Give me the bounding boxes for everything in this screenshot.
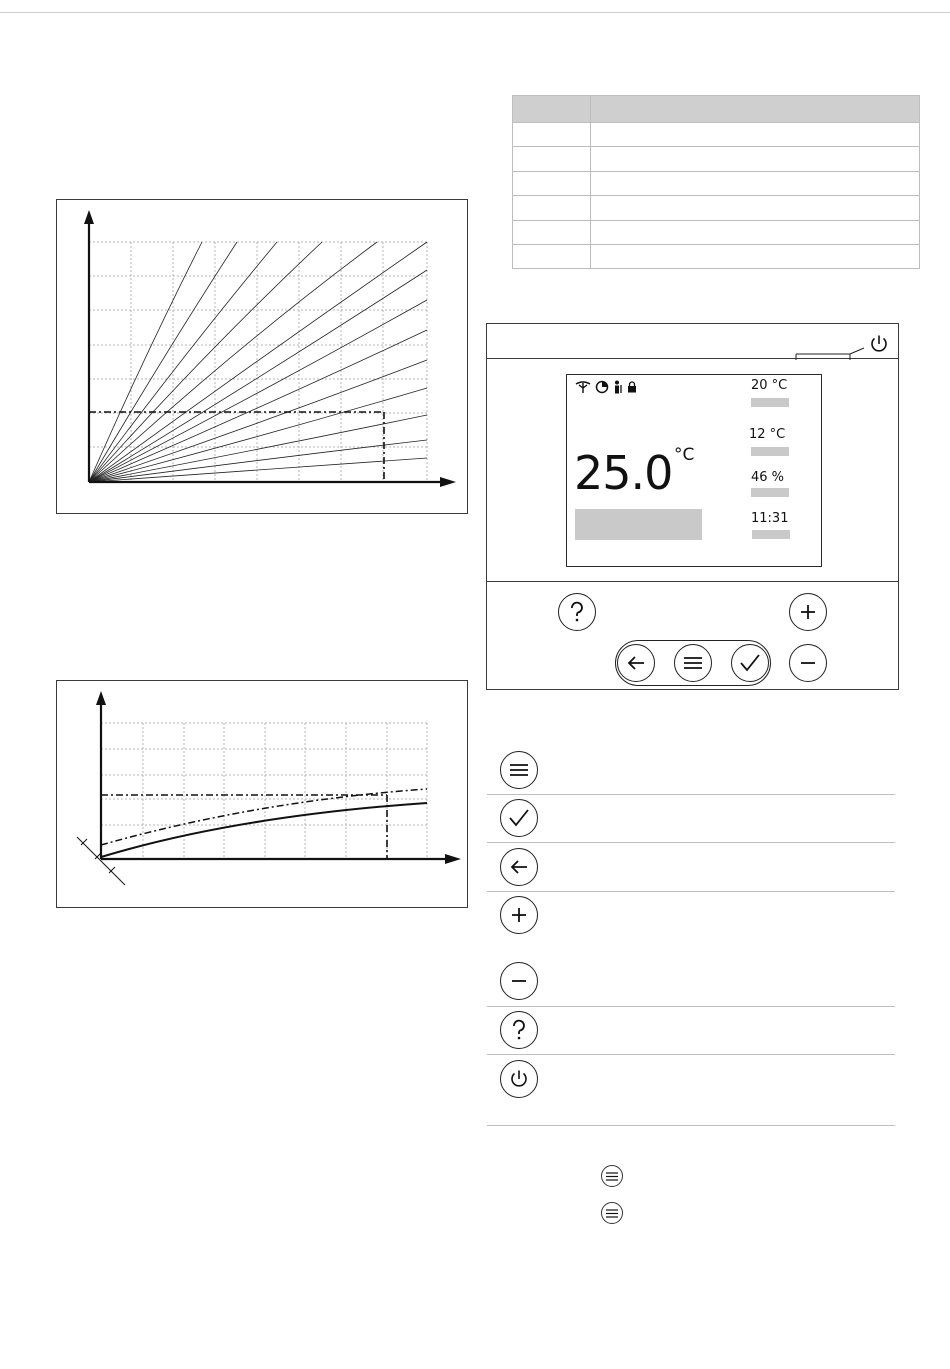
table-header-cell	[591, 96, 920, 123]
table-cell	[591, 220, 920, 244]
legend-table	[512, 95, 920, 269]
header-rule	[0, 12, 950, 13]
table-cell	[513, 147, 591, 171]
check-icon	[739, 653, 761, 673]
plus-icon	[799, 603, 817, 621]
menu-icon	[606, 1172, 618, 1181]
question-icon	[567, 601, 587, 623]
legend-back-button	[500, 848, 538, 886]
table-row	[513, 147, 920, 171]
table-row	[513, 220, 920, 244]
status-text-placeholder	[575, 509, 702, 540]
controller-panel	[486, 323, 899, 690]
check-icon	[508, 808, 530, 828]
heating-curves-figure	[56, 199, 468, 514]
heating-curves-plot	[57, 200, 467, 513]
power-button[interactable]	[868, 333, 890, 355]
minus-icon	[510, 972, 528, 990]
table-header-cell	[513, 96, 591, 123]
table-cell	[591, 123, 920, 147]
menu-icon	[683, 656, 703, 670]
table-row	[513, 196, 920, 220]
menu-icon	[606, 1209, 618, 1218]
controller-bottom-divider	[487, 581, 898, 582]
legend-divider	[487, 1054, 895, 1055]
menu-button[interactable]	[674, 644, 712, 682]
legend-divider	[487, 891, 895, 892]
legend-power-button	[500, 1060, 538, 1098]
inline-menu-button	[601, 1202, 623, 1224]
readout-value: 46 %	[751, 470, 785, 485]
legend-plus-button	[500, 896, 538, 934]
legend-divider	[487, 842, 895, 843]
person-icon	[612, 380, 624, 394]
power-icon	[868, 333, 890, 355]
inline-menu-button	[601, 1165, 623, 1187]
main-temperature-unit: °C	[674, 445, 695, 465]
single-curve-plot	[57, 681, 467, 907]
lock-icon	[627, 381, 637, 393]
legend-minus-button	[500, 962, 538, 1000]
table-cell	[513, 244, 591, 268]
readout-value: 20 °C	[751, 378, 788, 393]
legend-menu-button	[500, 751, 538, 789]
display-screen	[566, 374, 822, 567]
clock-icon	[595, 380, 609, 394]
minus-icon	[799, 654, 817, 672]
main-temperature: 25.0	[574, 446, 673, 500]
snowflake-fan-icon	[574, 380, 592, 394]
legend-divider	[487, 1125, 895, 1126]
plus-icon	[510, 906, 528, 924]
table-cell	[513, 220, 591, 244]
minus-button[interactable]	[789, 644, 827, 682]
question-icon	[509, 1019, 529, 1041]
confirm-button[interactable]	[731, 644, 769, 682]
table-cell	[513, 196, 591, 220]
legend-divider	[487, 1006, 895, 1007]
status-icons	[574, 380, 637, 394]
legend-help-button	[500, 1011, 538, 1049]
help-button[interactable]	[558, 593, 596, 631]
power-icon	[508, 1068, 530, 1090]
legend-divider	[487, 794, 895, 795]
table-cell	[591, 171, 920, 195]
table-cell	[591, 147, 920, 171]
readout-bar	[751, 398, 789, 407]
table-cell	[513, 171, 591, 195]
table-row	[513, 171, 920, 195]
table-cell	[591, 196, 920, 220]
single-curve-figure	[56, 680, 468, 908]
readout-bar	[752, 530, 790, 539]
table-row	[513, 123, 920, 147]
table-header-row	[513, 96, 920, 123]
readout-value: 12 °C	[749, 427, 786, 442]
table-row	[513, 244, 920, 268]
table-cell	[513, 123, 591, 147]
readout-bar	[751, 488, 789, 497]
arrow-left-icon	[509, 859, 529, 875]
legend-check-button	[500, 799, 538, 837]
readout-value: 11:31	[751, 511, 789, 526]
arrow-left-icon	[626, 655, 646, 671]
back-button[interactable]	[617, 644, 655, 682]
menu-icon	[509, 763, 529, 777]
plus-button[interactable]	[789, 593, 827, 631]
table-cell	[591, 244, 920, 268]
readout-bar	[751, 447, 789, 456]
